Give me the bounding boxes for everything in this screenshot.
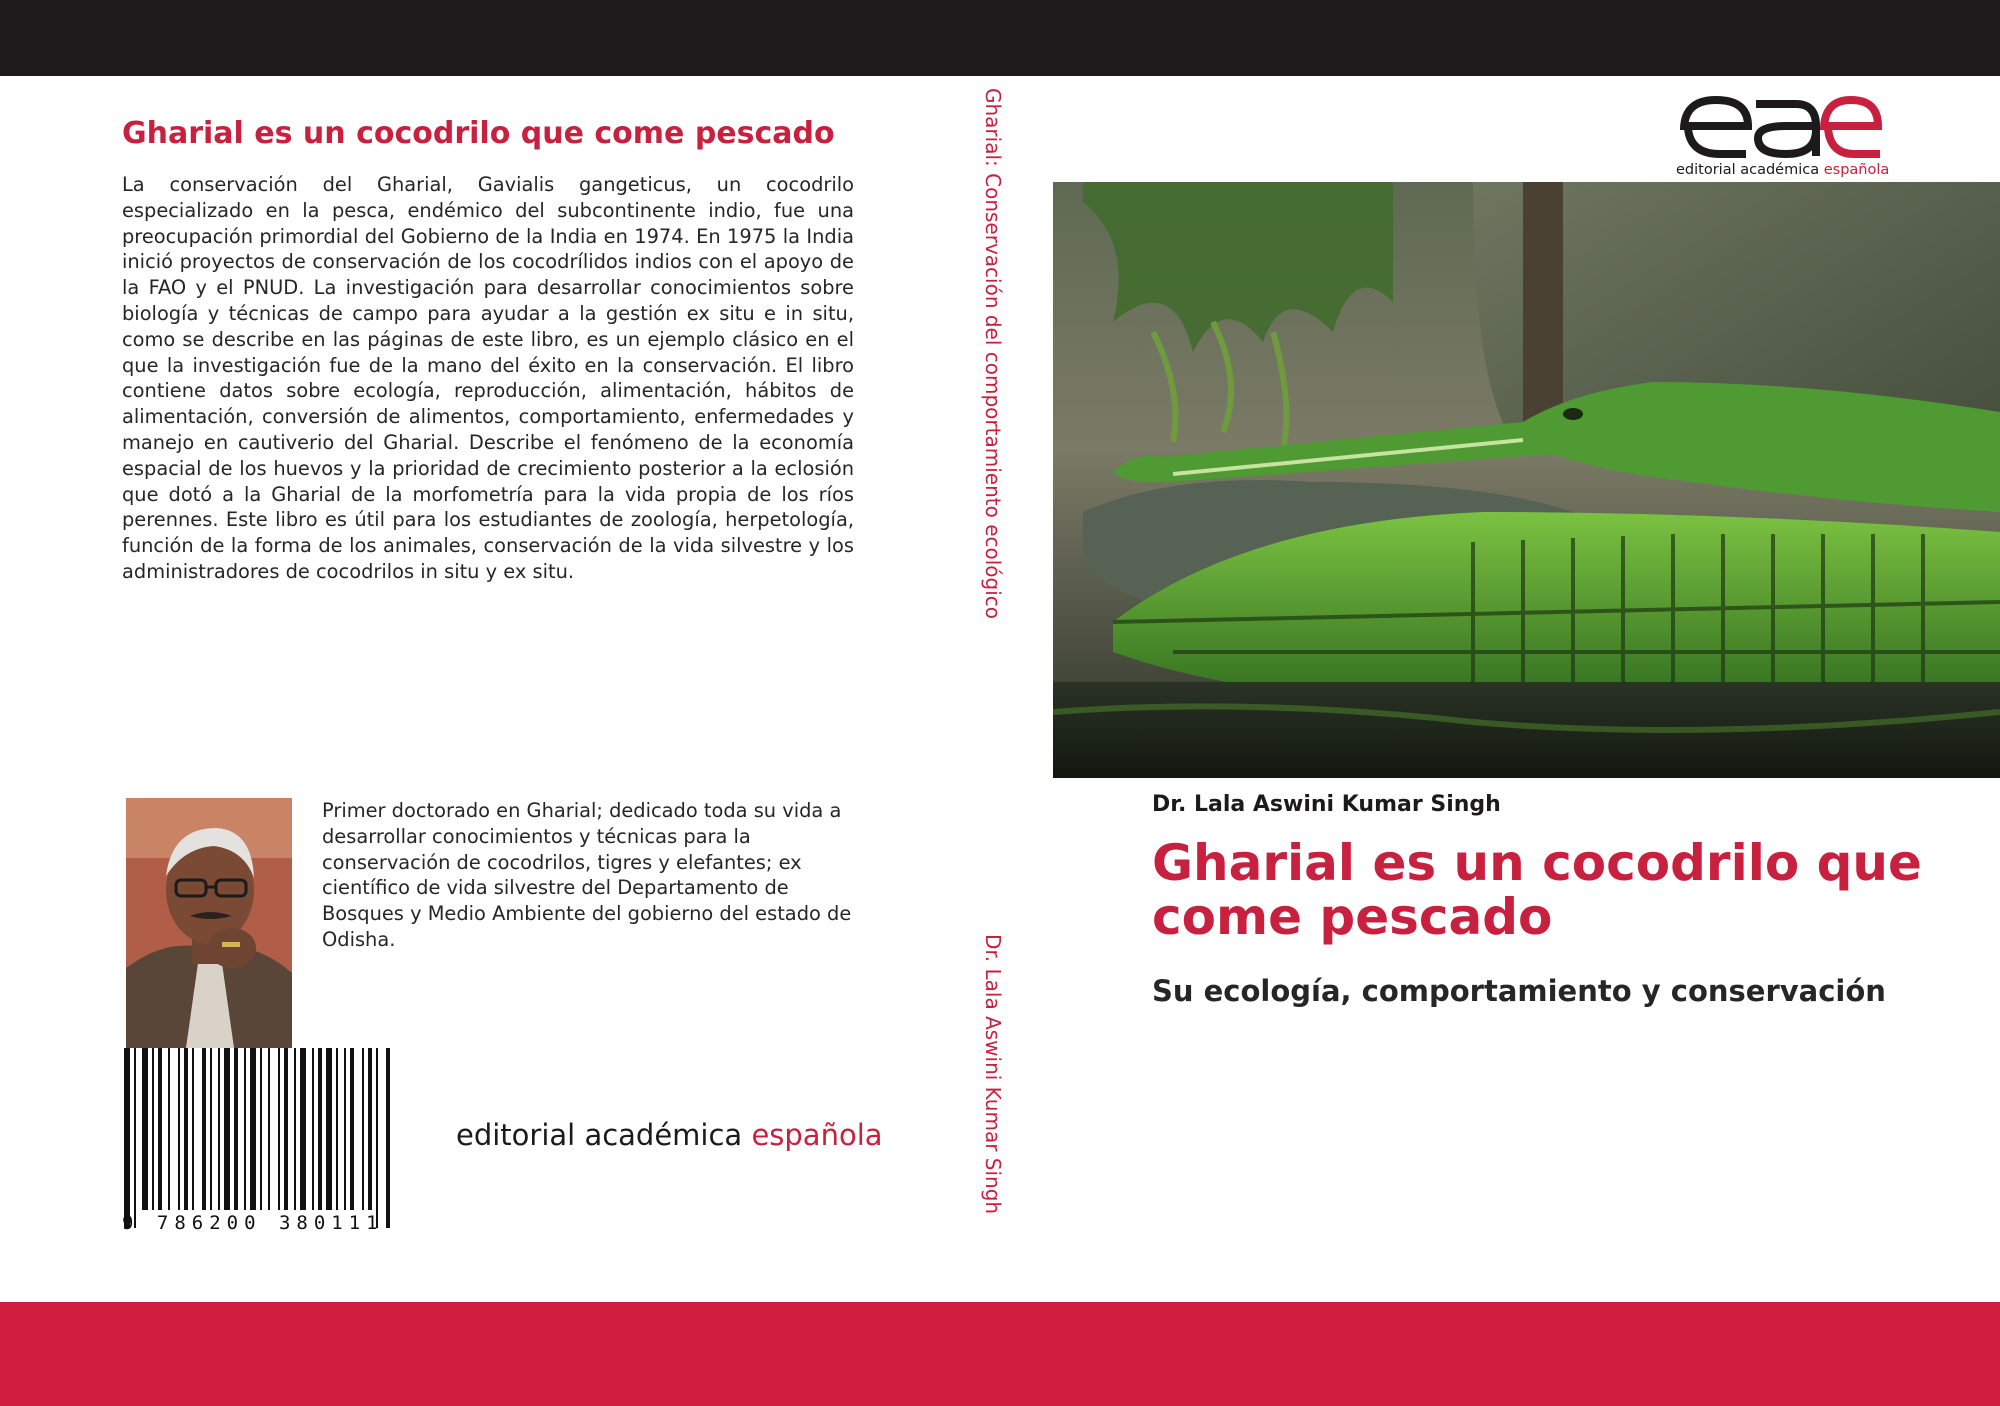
publisher-main-text: editorial académica [456,1118,752,1152]
barcode-bar [234,1048,238,1210]
isbn-barcode [122,1048,440,1234]
publisher-accent-text: española [751,1118,883,1152]
barcode-bar [202,1048,206,1210]
barcode-bar [318,1048,322,1210]
back-cover-blurb: La conservación del Gharial, Gavialis gangeticus, un cocodrilo especializado en la pesca, endémico del subcontinente indio, fue una preocupación primordial del Gobierno de la India en 1974. En 1975 la India inició proyectos de conservación de los cocodrílidos indios con el apoyo de la FAO y el PNUD. La investigación para desarrollar conocimientos sobre biología y técnicas de campo para ayudar a la gestión ex situ e in situ, como se describe en las páginas de este libro, es un ejemplo clásico en el que la investigación fue de la mano del éxito en la conservación. El libro contiene datos sobre ecología, reproducción, alimentación, hábitos de alimentación, conversión de alimentos, comportamiento, enfermedades y manejo en cautiverio del Gharial. Describe el fenómeno de la economía espacial de los huevos y la prioridad de crecimiento posterior a la eclosión que dotó a la Gharial de la morfometría para la vida propia de los ríos perennes. Este libro es útil para los estudiantes de zoología, herpetología, función de la forma de los animales, conservación de la vida silvestre y los administradores de cocodrilos in situ y ex situ. [122,173,854,583]
barcode-bar [168,1048,170,1210]
barcode-bar [260,1048,262,1210]
barcode-bar [142,1048,148,1210]
barcode-bar [250,1048,256,1210]
barcode-bar [244,1048,246,1210]
top-dark-band [0,0,2000,76]
barcode-bar [376,1048,378,1228]
barcode-bar [294,1048,296,1210]
barcode-bar [124,1048,130,1228]
barcode-bar [278,1048,280,1210]
barcode-bar [344,1048,346,1210]
barcode-bar [224,1048,230,1210]
barcode-bar [368,1048,372,1210]
logo-text-main: editorial académica [1676,162,1824,178]
barcode-bar [184,1048,188,1210]
spine-author: Dr. Lala Aswini Kumar Singh [981,934,1005,1215]
barcode-bar [336,1048,338,1210]
barcode-bar [326,1048,332,1210]
barcode-bar [178,1048,180,1210]
author-photo [126,798,292,1048]
barcode-bar [218,1048,220,1210]
isbn-number: 9 786200 380111 [122,1212,384,1234]
barcode-bar [134,1048,136,1228]
barcode-bar [152,1048,154,1210]
logo-text-accent: española [1823,162,1890,178]
front-subtitle: Su ecología, comportamiento y conservación [1152,974,1886,1008]
barcode-bar [386,1048,390,1228]
front-author: Dr. Lala Aswini Kumar Singh [1152,792,1501,817]
author-bio: Primer doctorado en Gharial; dedicado toda su vida a desarrollar conocimientos y técnicas para la conservación de cocodrilos, tigres y elefantes; ex científico de vida silvestre del Departamento de Bosques y Medio Ambiente del gobierno del estado de Odisha. [322,799,852,951]
bottom-red-band [0,1302,2000,1406]
back-publisher-name [456,1118,883,1152]
barcode-bar [268,1048,270,1210]
barcode-bar [192,1048,194,1210]
back-cover-title: Gharial es un cocodrilo que come pescado [122,116,835,151]
barcode-bar [362,1048,364,1210]
barcode-bar [300,1048,306,1210]
barcode-bar [210,1048,212,1210]
front-title: Gharial es un cocodrilo que come pescado [1152,834,1922,946]
barcode-bar [312,1048,314,1210]
barcode-bar [284,1048,288,1210]
logo-wordmark [1676,162,1889,178]
cover-photo-gharials [1053,182,2000,778]
barcode-bar [350,1048,354,1210]
barcode-bar [158,1048,162,1210]
spine-title: Gharial: Conservación del comportamiento ecológico [981,88,1005,620]
